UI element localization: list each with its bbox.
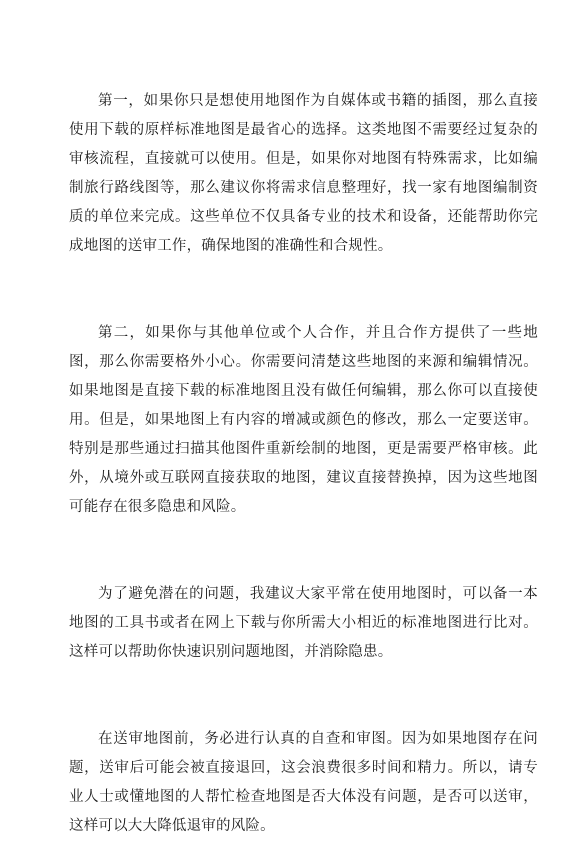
paragraph-first: 第一，如果你只是想使用地图作为自媒体或书籍的插图，那么直接使用下载的原样标准地图是最省心的选择。这类地图不需要经过复杂的审核流程，直接就可以使用。但是，如果你对地图有特殊需求，比如编制旅行路线图等，那么建议你将需求信息整理好，找一家有地图编制资质的单位来完成。这些单位不仅具备专业的技术和设备，还能帮助你完成地图的送审工作，确保地图的准确性和合规性。 <box>69 93 538 254</box>
paragraph-fourth: 在送审地图前，务必进行认真的自查和审图。因为如果地图存在问题，送审后可能会被直接退回，这会浪费很多时间和精力。所以，请专业人士或懂地图的人帮忙检查地图是否大体没有问题，是否可以送审，这样可以大大降低退审的风险。 <box>69 731 538 834</box>
paragraph-third: 为了避免潜在的问题，我建议大家平常在使用地图时，可以备一本地图的工具书或者在网上下载与你所需大小相近的标准地图进行比对。这样可以帮助你快速识别问题地图，并消除隐患。 <box>69 586 538 660</box>
paragraph-second: 第二，如果你与其他单位或个人合作，并且合作方提供了一些地图，那么你需要格外小心。你需要问清楚这些地图的来源和编辑情况。如果地图是直接下载的标准地图且没有做任何编辑，那么你可以直接使用。但是，如果地图上有内容的增减或颜色的修改，那么一定要送审。特别是那些通过扫描其他图件重新绘制的地图，更是需要严格审核。此外，从境外或互联网直接获取的地图，建议直接替换掉，因为这些地图可能存在很多隐患和风险。 <box>69 325 538 515</box>
